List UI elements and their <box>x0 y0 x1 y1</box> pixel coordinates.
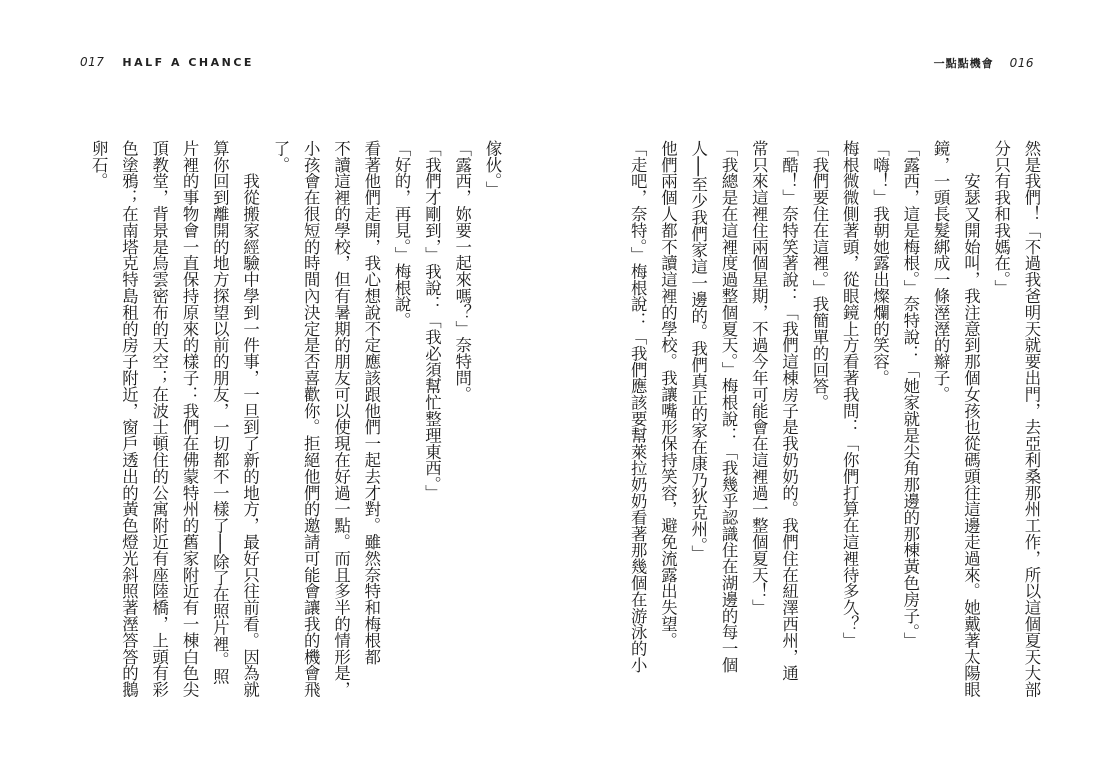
text-line: 「走吧，奈特。」梅根說：「我們應該要幫萊拉奶奶看著那幾個在游泳的小 <box>628 140 648 673</box>
text-line: 算你回到離開的地方探望以前的朋友，一切都不一樣了──除了在照片裡。照 <box>210 140 230 685</box>
left-running-title: HALF A CHANCE <box>122 56 254 69</box>
right-page-header <box>934 55 1034 71</box>
right-running-title: 一點點機會 <box>933 57 994 70</box>
left-page-header <box>80 55 254 69</box>
text-line: 梅根微微側著頭，從眼鏡上方看著我問：「你們打算在這裡待多久？」 <box>840 140 860 649</box>
text-line: 了。 <box>270 140 290 173</box>
text-line: 小孩會在很短的時間內決定是否喜歡你。拒絕他們的邀請可能會讓我的機會飛 <box>301 140 321 698</box>
right-page-number: 016 <box>1009 56 1034 70</box>
text-line: 「露西，這是梅根。」奈特說：「她家就是尖角那邊的那棟黃色房子。」 <box>900 140 920 649</box>
text-line: 不讀這裡的學校，但有暑期的朋友可以使現在好過一點。而且多半的情形是， <box>331 140 351 698</box>
text-line: 片裡的事物會一直保持原來的樣子：我們在佛蒙特州的舊家附近有一棟白色尖 <box>180 140 200 698</box>
left-page-number: 017 <box>80 55 105 69</box>
text-line: 「我總是在這裡度過整個夏天。」梅根說：「我幾乎認識住在湖邊的每一個 <box>719 140 739 673</box>
text-line: 看著他們走開，我心想說不定應該跟他們一起去才對。雖然奈特和梅根都 <box>361 140 381 665</box>
text-line: 安瑟又開始叫，我注意到那個女孩也從碼頭往這邊走過來。她戴著太陽眼 <box>961 140 981 698</box>
text-line: 分只有我和我媽在。」 <box>991 140 1011 296</box>
text-line: 「嗨！」我朝她露出燦爛的笑容。 <box>870 140 890 386</box>
text-line: 「好的，再見。」梅根說。 <box>392 140 412 329</box>
text-line: 人──至少我們家這一邊的。我們真正的家在康乃狄克州。」 <box>688 140 708 562</box>
text-line: 卵石。 <box>89 140 109 190</box>
text-line: 「我們要住在這裡。」我簡單的回答。 <box>809 140 829 411</box>
text-line: 常只來這裡住兩個星期，不過今年可能會在這裡過一整個夏天！」 <box>749 140 769 616</box>
right-page-text <box>561 140 1046 700</box>
text-line: 「我們才剛到，」我說：「我必須幫忙整理東西。」 <box>422 140 442 501</box>
text-line: 然是我們！「不過我爸明天就要出門，去亞利桑那州工作，所以這個夏天大部 <box>1022 140 1041 698</box>
text-line: 色塗鴉；在南塔克特島租的房子附近，窗戶透出的黃色燈光斜照著溼答答的鵝 <box>119 140 139 698</box>
text-line: 「酷！」奈特笑著說：「我們這棟房子是我奶奶的。我們住在紐澤西州，通 <box>779 140 799 682</box>
text-line: 鏡，一頭長髮綁成一條溼溼的辮子。 <box>931 140 951 403</box>
text-line: 我從搬家經驗中學到一件事，一旦到了新的地方，最好只往前看。因為就 <box>240 140 260 698</box>
text-line: 頂教堂，背景是烏雲密布的天空；在波士頓住的公寓附近有座陸橋，上頭有彩 <box>149 140 169 698</box>
text-line: 他們兩個人都不讀這裡的學校。我讓嘴形保持笑容，避免流露出失望。 <box>658 140 678 649</box>
text-line: 「露西，妳要一起來嗎？」奈特問。 <box>452 140 472 403</box>
text-line: 傢伙。」 <box>483 140 502 198</box>
left-page-text <box>67 140 507 700</box>
